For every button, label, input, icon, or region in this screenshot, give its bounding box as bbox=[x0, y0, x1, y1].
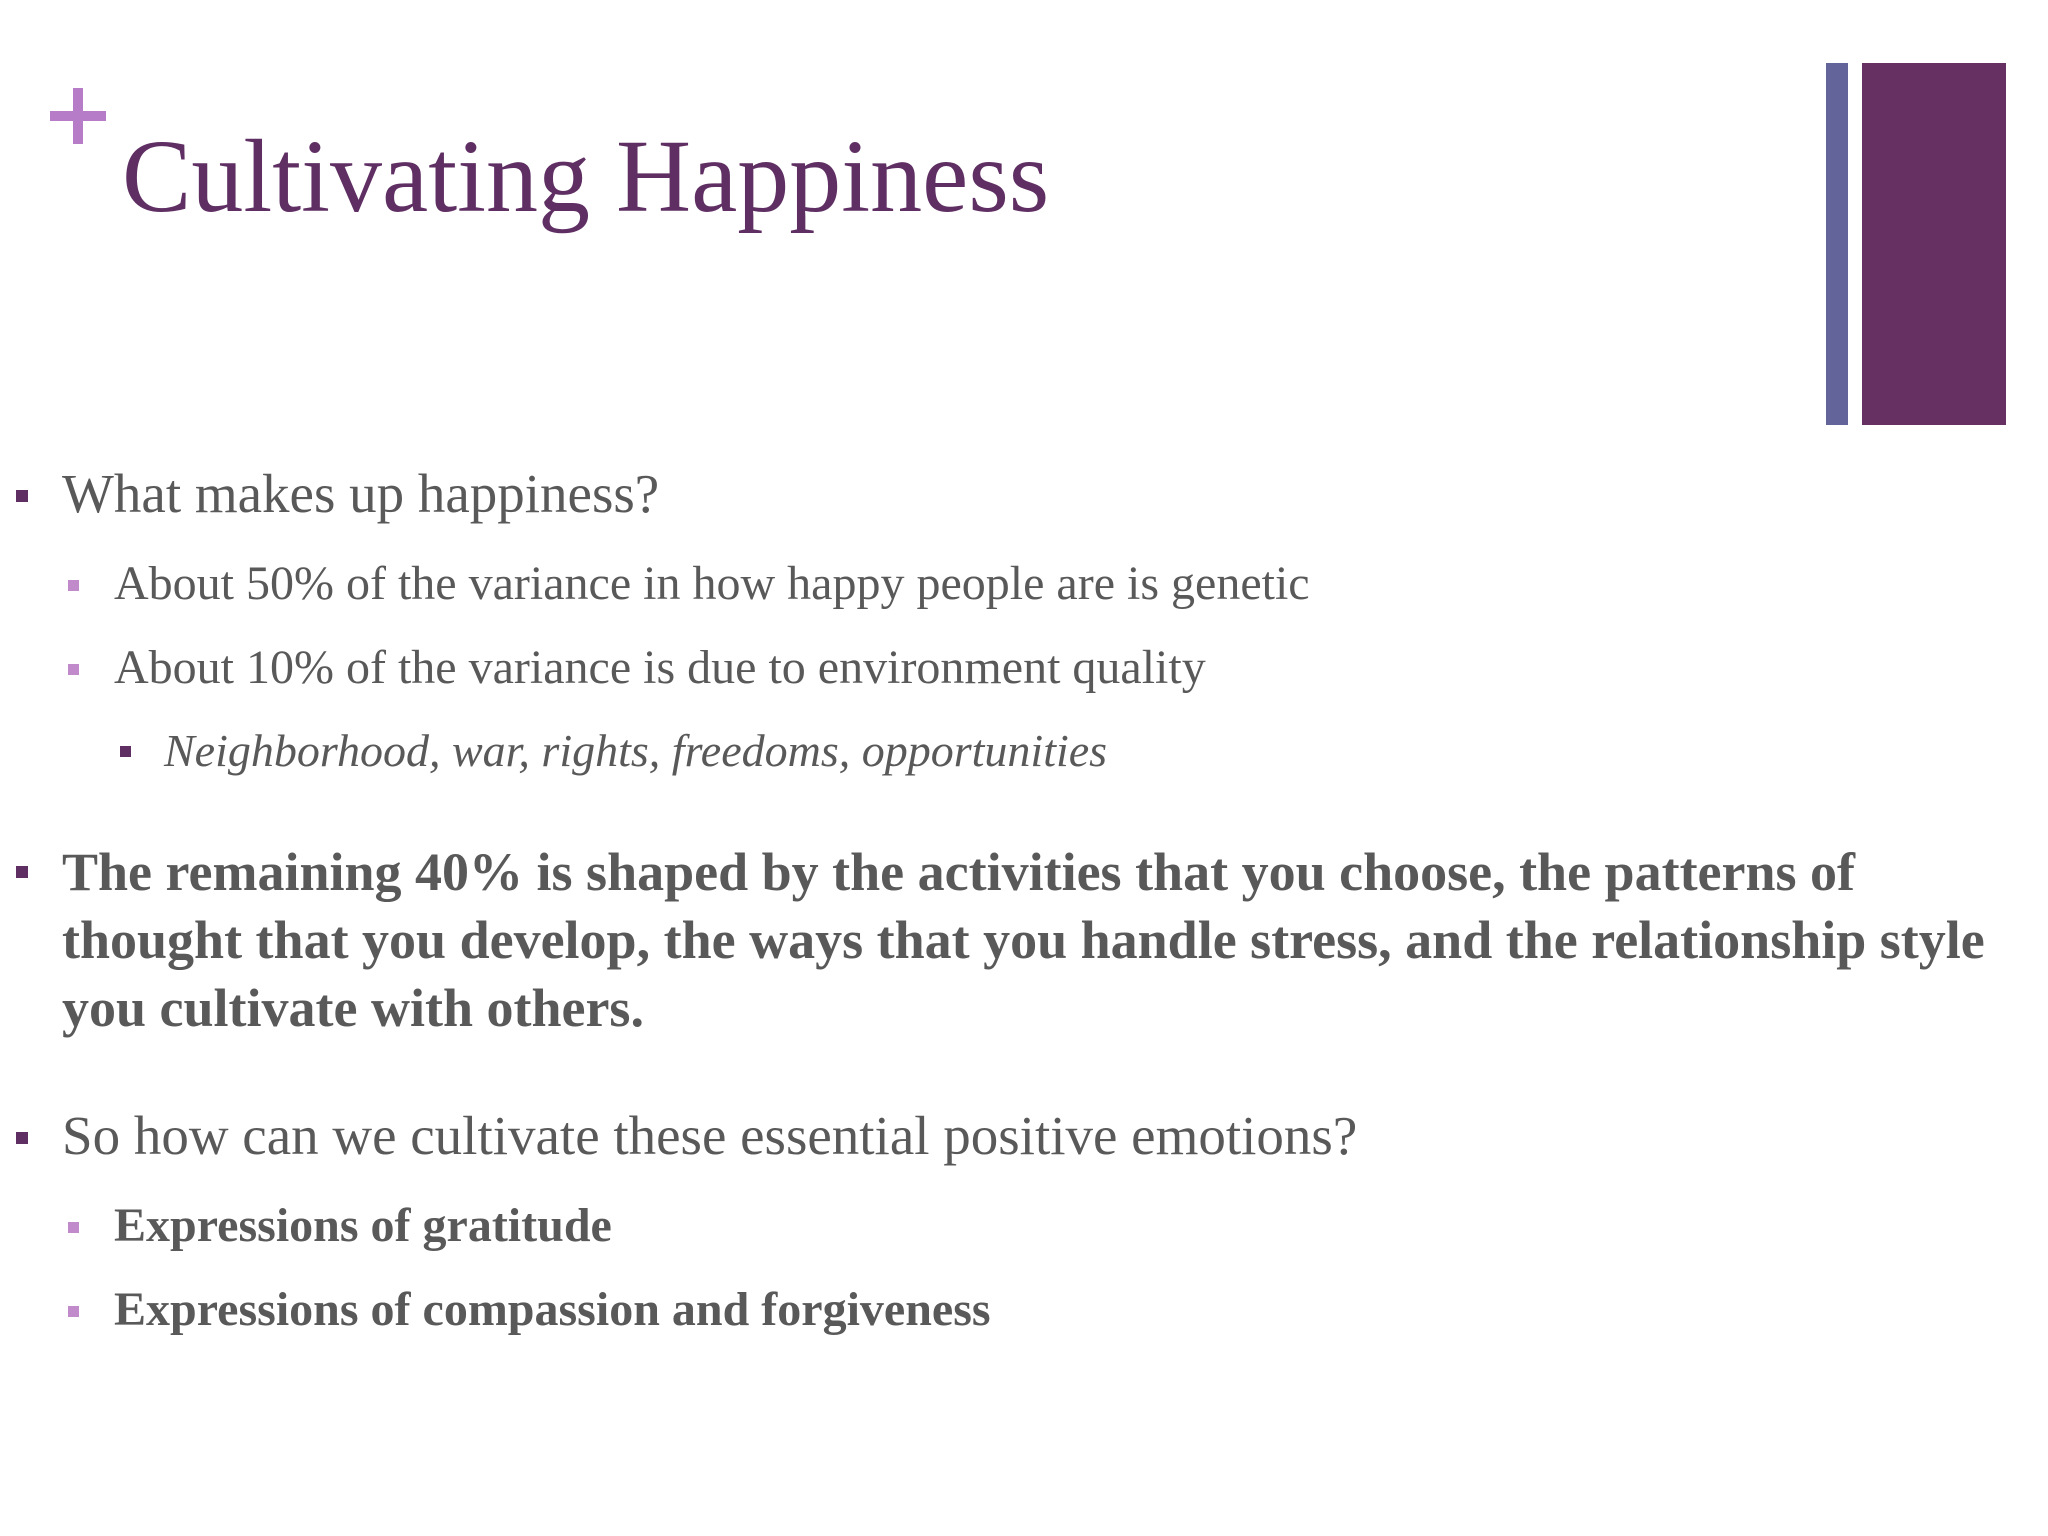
bullet-text: What makes up happiness? bbox=[62, 463, 660, 524]
square-bullet-icon bbox=[16, 866, 28, 878]
square-bullet-icon bbox=[16, 490, 28, 502]
bullet-item bbox=[62, 460, 659, 529]
bullet-item bbox=[114, 1196, 612, 1256]
bullet-text: Neighborhood, war, rights, freedoms, opportunities bbox=[164, 725, 1108, 776]
square-bullet-icon bbox=[68, 664, 79, 675]
bullet-item bbox=[114, 554, 1310, 614]
square-bullet-icon bbox=[68, 1306, 79, 1317]
bullet-text: About 10% of the variance is due to environment quality bbox=[114, 641, 1206, 694]
square-bullet-icon bbox=[68, 580, 79, 591]
bullet-text: About 50% of the variance in how happy people are is genetic bbox=[114, 557, 1310, 610]
bullet-item bbox=[164, 722, 1107, 780]
bullet-text: Expressions of compassion and forgiveness bbox=[114, 1283, 991, 1336]
bullet-text: Expressions of gratitude bbox=[114, 1199, 612, 1252]
bullet-item-emphasis bbox=[62, 838, 2012, 1042]
square-bullet-icon bbox=[120, 746, 131, 757]
square-bullet-icon bbox=[68, 1222, 79, 1233]
bullet-text: The remaining 40% is shaped by the activities that you choose, the patterns of thought that you develop, the ways that you handle stress, and the relationship style you cultivate with others. bbox=[62, 842, 1985, 1038]
bullet-item bbox=[114, 638, 1206, 698]
bullet-text: So how can we cultivate these essential positive emotions? bbox=[62, 1105, 1358, 1166]
square-bullet-icon bbox=[16, 1132, 28, 1144]
bullet-item bbox=[62, 1102, 1357, 1171]
bullet-item bbox=[114, 1280, 991, 1340]
slide-title: Cultivating Happiness bbox=[122, 119, 1050, 234]
